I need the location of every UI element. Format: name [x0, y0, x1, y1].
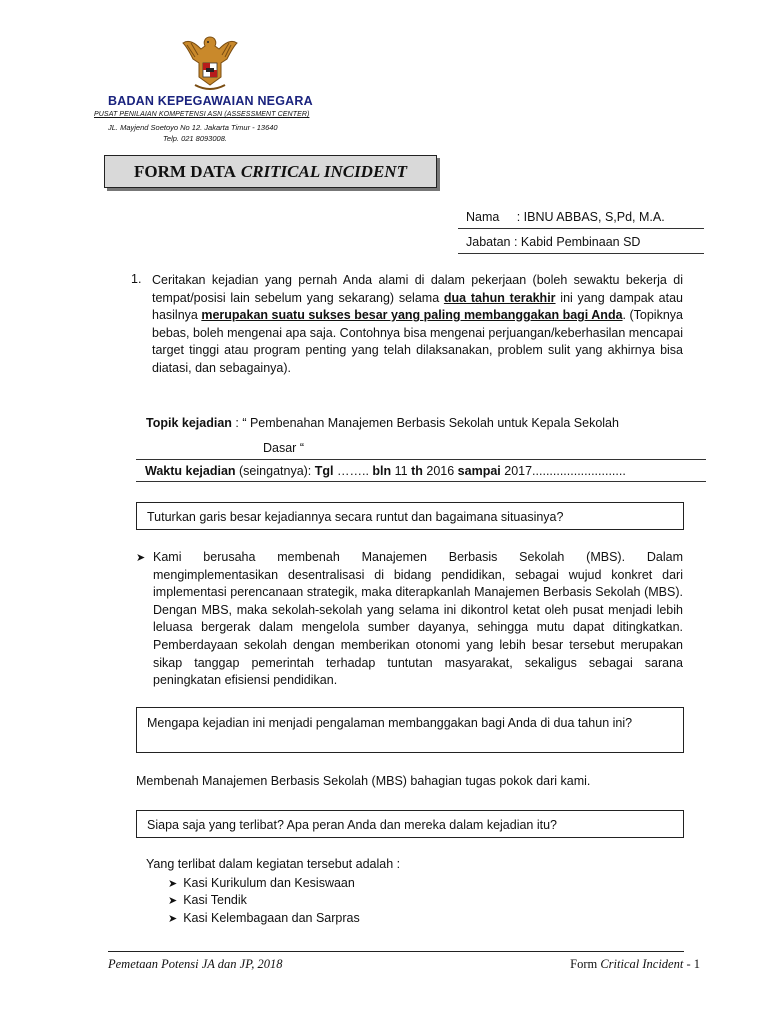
waktu-bln-value: 11	[391, 464, 412, 478]
name-label: Nama	[466, 210, 500, 224]
waktu-label: Waktu kejadian	[145, 464, 236, 478]
waktu-th-value: 2016	[422, 464, 458, 478]
form-title-main: FORM DATA	[134, 161, 236, 181]
footer-right	[570, 957, 700, 972]
name-underline	[458, 228, 704, 229]
org-phone: Telp. 021 8093008.	[163, 134, 227, 143]
question-1-text	[152, 272, 683, 378]
org-subtitle: PUSAT PENILAIAN KOMPETENSI ASN (ASSESSMENT CENTER)	[94, 111, 310, 118]
topic-row	[146, 416, 619, 430]
list-item	[168, 893, 247, 907]
answer-1: Kami berusaha membenah Manajemen Berbasis Sekolah (MBS). Dalam mengimplementasikan desentralisasi di bidang pendidikan, sebagai wujud konkret dari implementasi perencanaan strategik, maka diterapkanlah Manajemen Berbasis Sekolah (MBS). Dengan MBS, maka sekolah-sekolah yang selama ini dikontrol ketat oleh pusat menjadi lebih leluasa bergerak dalam mengelola sumber dayanya, sehingga mutu dapat ditingkatkan. Pemberdayaan sekolah dengan memberikan otonomi yang lebih besar tersebut merupakan sikap tanggap pemerintah terhadap tuntutan masyarakat, sekaligus sebagai sarana peningkatan efisiensi pendidikan.	[153, 550, 683, 688]
topic-underline	[136, 459, 706, 460]
question-box-3: Siapa saja yang terlibat? Apa peran Anda dan mereka dalam kejadian itu?	[136, 810, 684, 838]
org-address: JL. Mayjend Soetoyo No 12. Jakarta Timur - 13640	[108, 123, 278, 132]
waktu-sampai-label: sampai	[457, 464, 501, 478]
q1-part2: ini yang dampak atau hasilnya	[152, 290, 683, 323]
question-box-2: Mengapa kejadian ini menjadi pengalaman membanggakan bagi Anda di dua tahun ini?	[136, 707, 684, 753]
topic-value-2: Dasar “	[263, 441, 304, 455]
answer-2: Membenah Manajemen Berbasis Sekolah (MBS) bahagian tugas pokok dari kami.	[136, 774, 591, 788]
job-underline	[458, 253, 704, 254]
footer-right-c: - 1	[683, 957, 700, 971]
list-item-text: Kasi Tendik	[183, 893, 247, 907]
q1-emphasis1: dua tahun terakhir	[443, 290, 556, 305]
topic-value-1: : “ Pembenahan Manajemen Berbasis Sekolah untuk Kepala Sekolah	[231, 416, 619, 430]
list-item	[168, 876, 355, 890]
waktu-underline	[136, 481, 706, 482]
org-name: BADAN KEPEGAWAIAN NEGARA	[108, 94, 313, 108]
arrowhead-bullet-icon: ➤	[168, 913, 178, 925]
form-title	[104, 155, 437, 188]
waktu-tgl-label: Tgl	[314, 464, 334, 478]
waktu-th-label: th	[411, 464, 423, 478]
question-box-1: Tuturkan garis besar kejadiannya secara runtut dan bagaimana situasinya?	[136, 502, 684, 530]
name-row	[466, 210, 665, 224]
arrowhead-bullet-icon: ➤	[136, 552, 146, 564]
q1-part1: Ceritakan kejadian yang pernah Anda alami di dalam pekerjaan (boleh sewaktu bekerja di tempat/posisi lain sebelum yang sekarang) selama	[152, 273, 683, 305]
waktu-bln-label: bln	[372, 464, 392, 478]
name-value: : IBNU ABBAS, S,Pd, M.A.	[516, 210, 665, 224]
q1-part3: . (Topiknya bebas, boleh mengenai apa saja. Contohnya bisa mengenai perjuangan/keberhasilan mencapai target tinggi atau program penting yang telah dilaksanakan, problem sulit yang akhirnya bisa diatasi, dan sebagainya).	[152, 308, 683, 375]
waktu-row	[145, 464, 626, 478]
footer-right-b: Critical Incident	[600, 957, 684, 971]
footer-divider	[108, 951, 684, 952]
garuda-emblem-icon	[181, 33, 239, 93]
question-number: 1.	[131, 272, 142, 286]
waktu-tgl-value: ……..	[333, 464, 373, 478]
waktu-sampai-value: 2017...........................	[500, 464, 626, 478]
list-item-text: Kasi Kurikulum dan Kesiswaan	[183, 876, 355, 890]
arrowhead-bullet-icon: ➤	[168, 895, 178, 907]
q1-emphasis2: merupakan suatu sukses besar yang paling membanggakan bagi Anda	[201, 308, 623, 323]
footer-left: Pemetaan Potensi JA dan JP, 2018	[108, 957, 283, 971]
list-item-text: Kasi Kelembagaan dan Sarpras	[183, 911, 360, 925]
footer-right-a: Form	[570, 957, 601, 971]
topic-label: Topik kejadian	[146, 416, 232, 430]
job-label: Jabatan	[466, 235, 511, 249]
answer-3-intro: Yang terlibat dalam kegiatan tersebut adalah :	[146, 857, 401, 871]
job-row	[466, 235, 640, 249]
arrowhead-bullet-icon: ➤	[168, 878, 178, 890]
job-value: : Kabid Pembinaan SD	[513, 235, 641, 249]
list-item	[168, 911, 360, 925]
form-title-italic: CRITICAL INCIDENT	[240, 161, 407, 181]
waktu-paren: (seingatnya):	[235, 464, 315, 478]
